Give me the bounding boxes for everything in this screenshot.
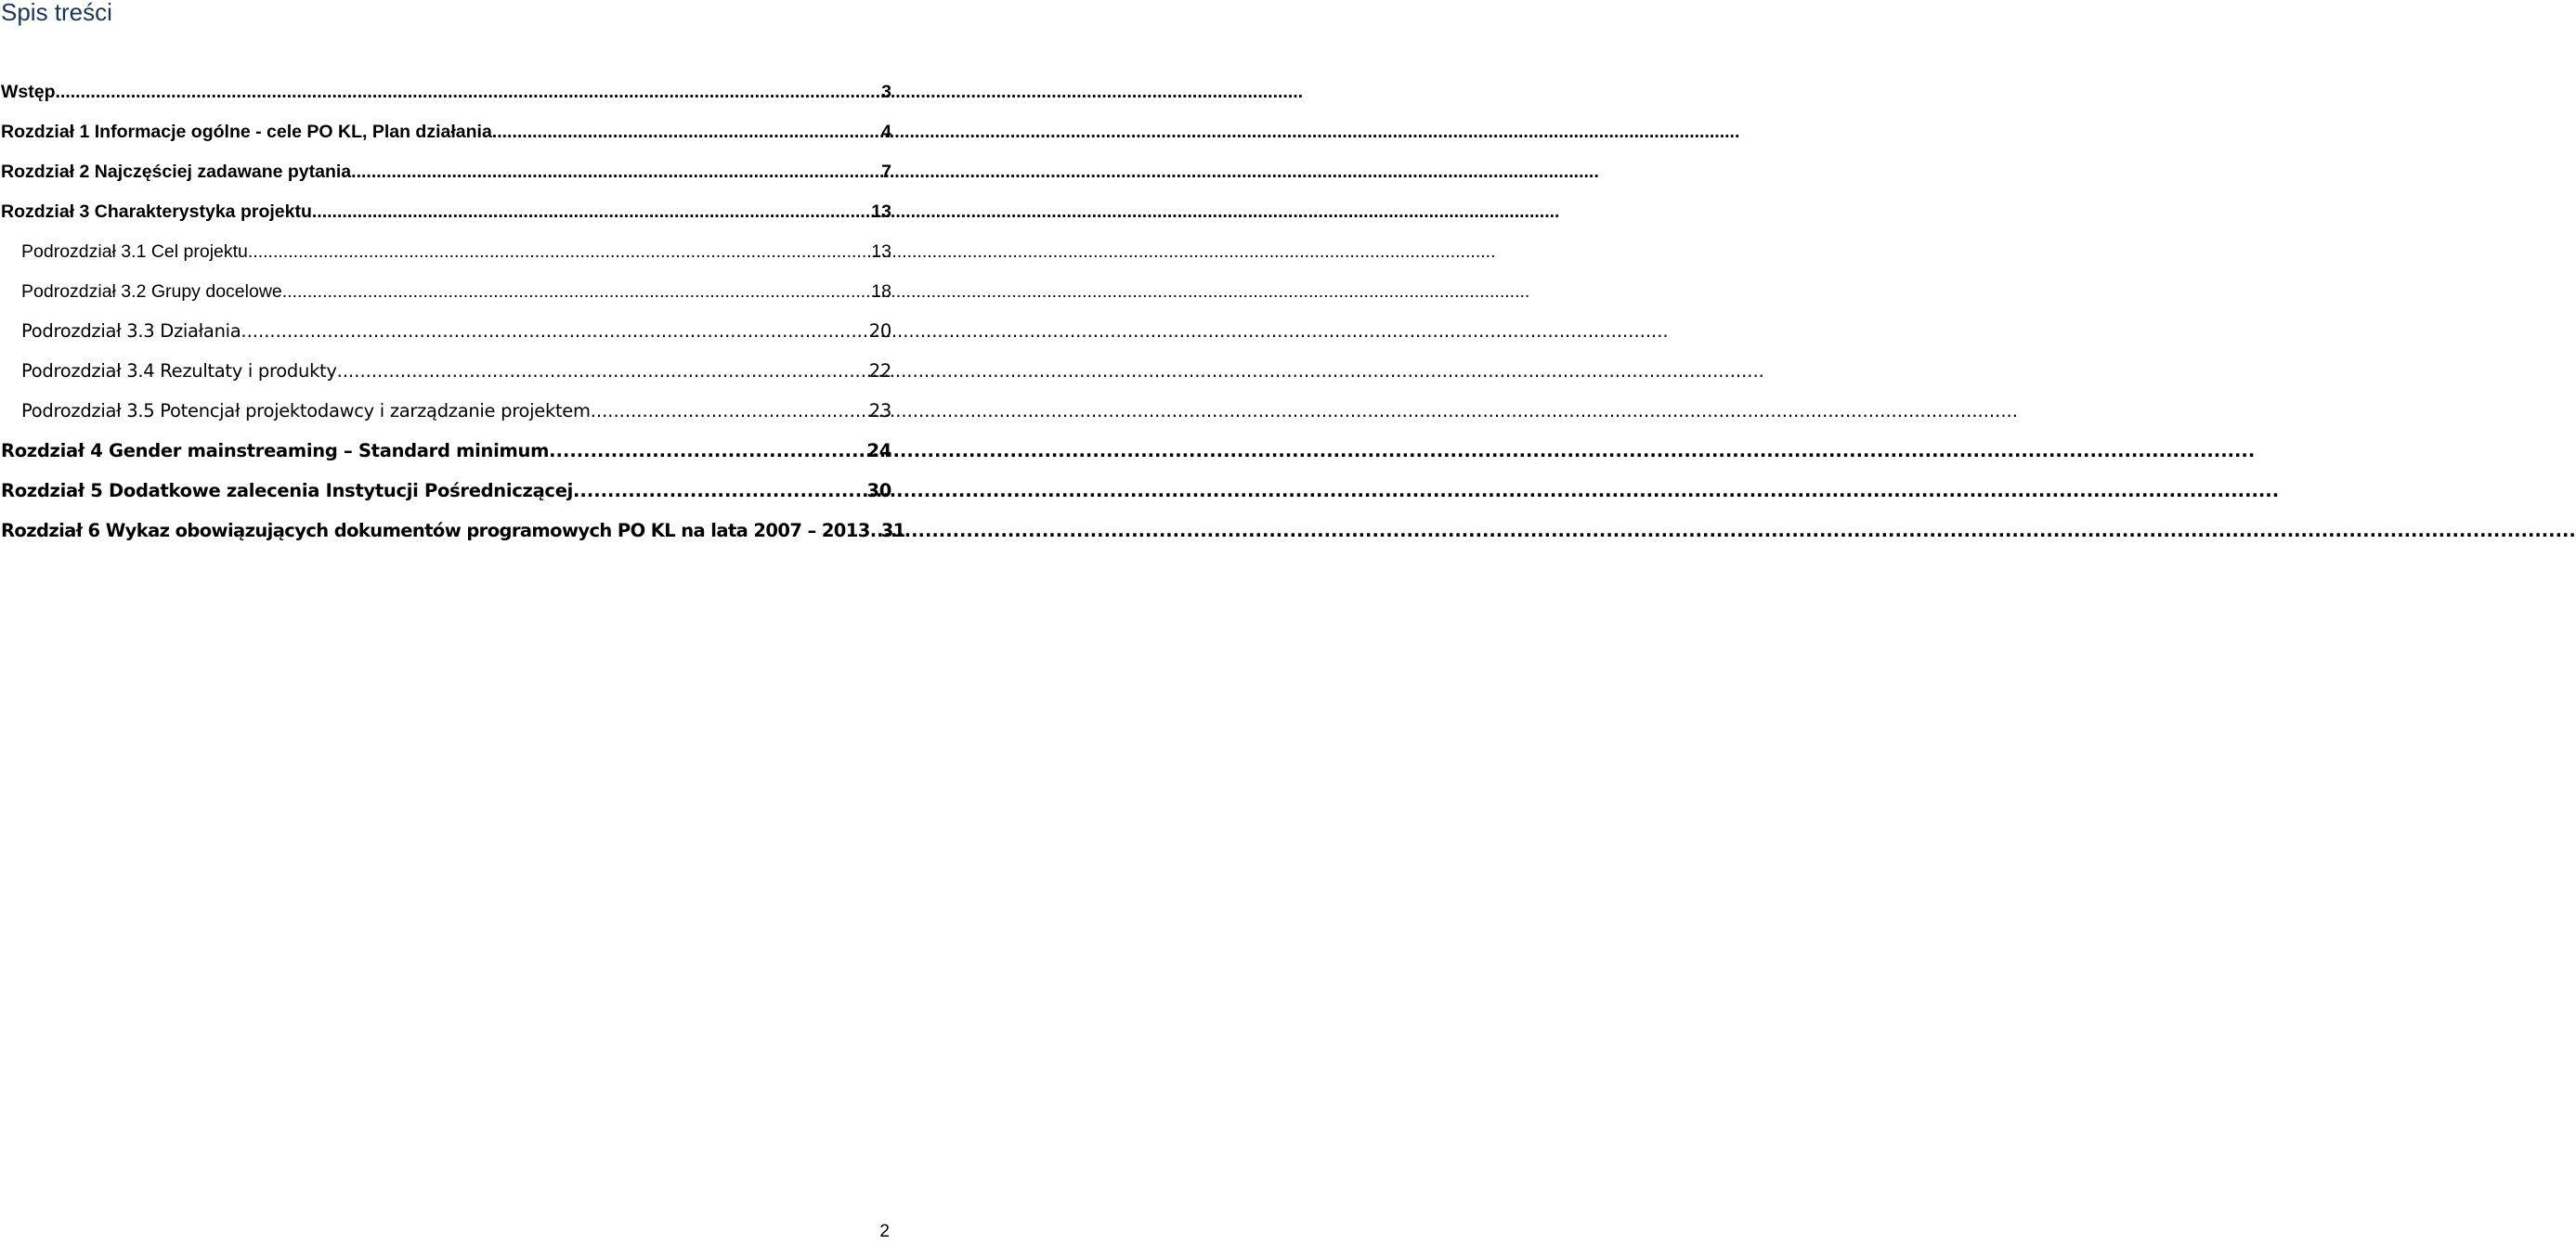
toc-entry-wstep[interactable] — [0, 80, 891, 120]
toc-entry-page: 3 — [881, 82, 891, 102]
toc-entry-podrozdzial-3-2[interactable] — [0, 279, 891, 319]
toc-entry-page: 7 — [881, 162, 891, 182]
toc-entry-page: 31 — [880, 520, 905, 541]
dot-leader — [56, 80, 878, 104]
table-of-contents — [0, 80, 905, 559]
toc-entry-page: 4 — [881, 122, 891, 142]
toc-entry-label: Podrozdział 3.1 Cel projektu — [21, 241, 248, 262]
toc-entry-label: Podrozdział 3.5 Potencjał projektodawcy i zarządzanie projektem — [21, 400, 591, 421]
toc-entry-rozdzial-2[interactable] — [0, 160, 891, 200]
dot-leader — [337, 359, 865, 383]
toc-entry-rozdzial-4[interactable] — [0, 439, 891, 479]
toc-entry-label: Podrozdział 3.3 Działania — [21, 320, 241, 342]
toc-entry-label: Rozdział 2 Najczęściej zadawane pytania — [1, 162, 352, 182]
toc-entry-label: Podrozdział 3.2 Grupy docelowe — [21, 281, 282, 302]
dot-leader — [312, 200, 867, 224]
dot-leader — [870, 519, 878, 543]
toc-entry-page: 23 — [868, 400, 891, 421]
toc-entry-page: 18 — [871, 281, 891, 302]
toc-entry-label: Rozdział 4 Gender mainstreaming – Standard minimum — [1, 440, 550, 461]
dot-leader — [591, 399, 865, 423]
dot-leader — [248, 240, 867, 264]
toc-entry-page: 24 — [866, 440, 891, 461]
toc-entry-page: 13 — [871, 201, 891, 222]
toc-entry-page: 20 — [868, 320, 891, 342]
toc-entry-rozdzial-1[interactable] — [0, 120, 891, 160]
toc-entry-page: 13 — [871, 241, 891, 262]
toc-entry-label: Rozdział 6 Wykaz obowiązujących dokumentów programowych PO KL na lata 2007 – 2013 — [1, 520, 870, 541]
toc-entry-label: Rozdział 5 Dodatkowe zalecenia Instytucji Pośredniczącej — [1, 480, 573, 501]
toc-entry-podrozdzial-3-4[interactable] — [0, 359, 891, 399]
toc-entry-rozdzial-3[interactable] — [0, 200, 891, 240]
dot-leader — [351, 160, 878, 184]
toc-entry-rozdzial-5[interactable] — [0, 479, 891, 519]
dot-leader — [492, 120, 878, 144]
toc-entry-label: Wstęp — [1, 82, 56, 102]
toc-entry-label: Rozdział 1 Informacje ogólne - cele PO KL, Plan działania — [1, 122, 492, 142]
toc-entry-rozdzial-6[interactable] — [0, 519, 905, 559]
toc-entry-podrozdzial-3-1[interactable] — [0, 240, 891, 279]
toc-entry-label: Rozdział 3 Charakterystyka projektu — [1, 201, 312, 222]
page-title: Spis treści — [1, 0, 112, 26]
toc-entry-label: Podrozdział 3.4 Rezultaty i produkty — [21, 360, 337, 382]
dot-leader — [573, 479, 863, 503]
page-number: 2 — [879, 1222, 890, 1241]
toc-entry-podrozdzial-3-5[interactable] — [0, 399, 891, 439]
dot-leader — [282, 279, 868, 304]
dot-leader — [549, 439, 863, 463]
dot-leader — [241, 319, 865, 344]
toc-entry-page: 30 — [866, 480, 891, 501]
toc-entry-page: 22 — [868, 360, 891, 382]
toc-entry-podrozdzial-3-3[interactable] — [0, 319, 891, 359]
